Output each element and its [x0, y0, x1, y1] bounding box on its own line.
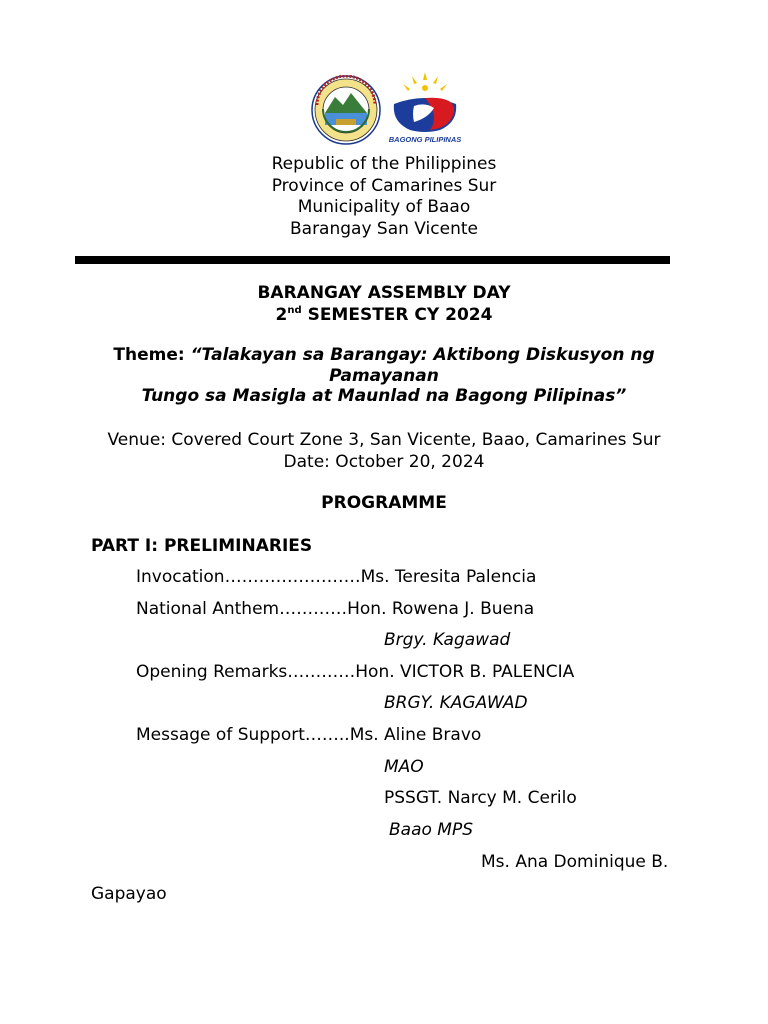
bagong-pilipinas-wordmark: BAGONG PILIPINAS: [388, 135, 462, 144]
support-role-1: MAO: [384, 757, 424, 777]
programme-item-opening: Opening Remarks…………Hon. VICTOR B. PALENCIA: [136, 662, 575, 682]
event-title-block: [0, 283, 768, 326]
event-venue: Venue: Covered Court Zone 3, San Vicente, Baao, Camarines Sur: [107, 430, 661, 450]
event-date: Date: October 20, 2024: [283, 451, 485, 472]
theme-text-2: Pamayanan: [329, 365, 439, 386]
theme-label: Theme:: [113, 345, 191, 365]
barangay-seal-logo: [311, 75, 381, 145]
theme-text-1: “Talakayan sa Barangay: Aktibong Diskusyon ng: [190, 345, 655, 365]
programme-item-support: Message of Support……..Ms. Aline Bravo: [136, 725, 482, 745]
semester-text: SEMESTER CY 2024: [301, 304, 493, 325]
header-republic: Republic of the Philippines: [271, 154, 497, 174]
anthem-role: Brgy. Kagawad: [384, 630, 511, 650]
event-theme: [0, 345, 768, 407]
semester-ordinal: nd: [287, 304, 302, 316]
header-province: Province of Camarines Sur: [271, 175, 497, 196]
header-divider: [75, 256, 670, 264]
support-name-3: Ms. Ana Dominique B.: [481, 852, 669, 872]
programme-item-anthem: National Anthem…………Hon. Rowena J. Buena: [136, 599, 535, 619]
support-role-2: Baao MPS: [389, 820, 474, 840]
programme-item-invocation: Invocation……………………Ms. Teresita Palencia: [136, 567, 537, 587]
bagong-pilipinas-logo: [384, 72, 466, 144]
event-semester: [0, 305, 768, 327]
header-municipality: Municipality of Baao: [297, 197, 471, 217]
venue-block: [0, 430, 768, 473]
programme-heading: PROGRAMME: [321, 493, 447, 513]
event-title: BARANGAY ASSEMBLY DAY: [257, 283, 511, 303]
support-name-2: PSSGT. Narcy M. Cerilo: [384, 788, 577, 808]
support-name-3-continued: Gapayao: [91, 884, 167, 904]
header-barangay: Barangay San Vicente: [289, 218, 478, 239]
theme-text-3: Tungo sa Masigla at Maunlad na Bagong Pilipinas”: [141, 386, 627, 406]
theme-line-1: [0, 345, 768, 366]
opening-role: BRGY. KAGAWAD: [384, 693, 528, 713]
part-one-heading: PART I: PRELIMINARIES: [91, 536, 313, 556]
semester-number: 2: [275, 304, 288, 325]
logo-row: [0, 72, 768, 148]
letterhead: [0, 154, 768, 240]
